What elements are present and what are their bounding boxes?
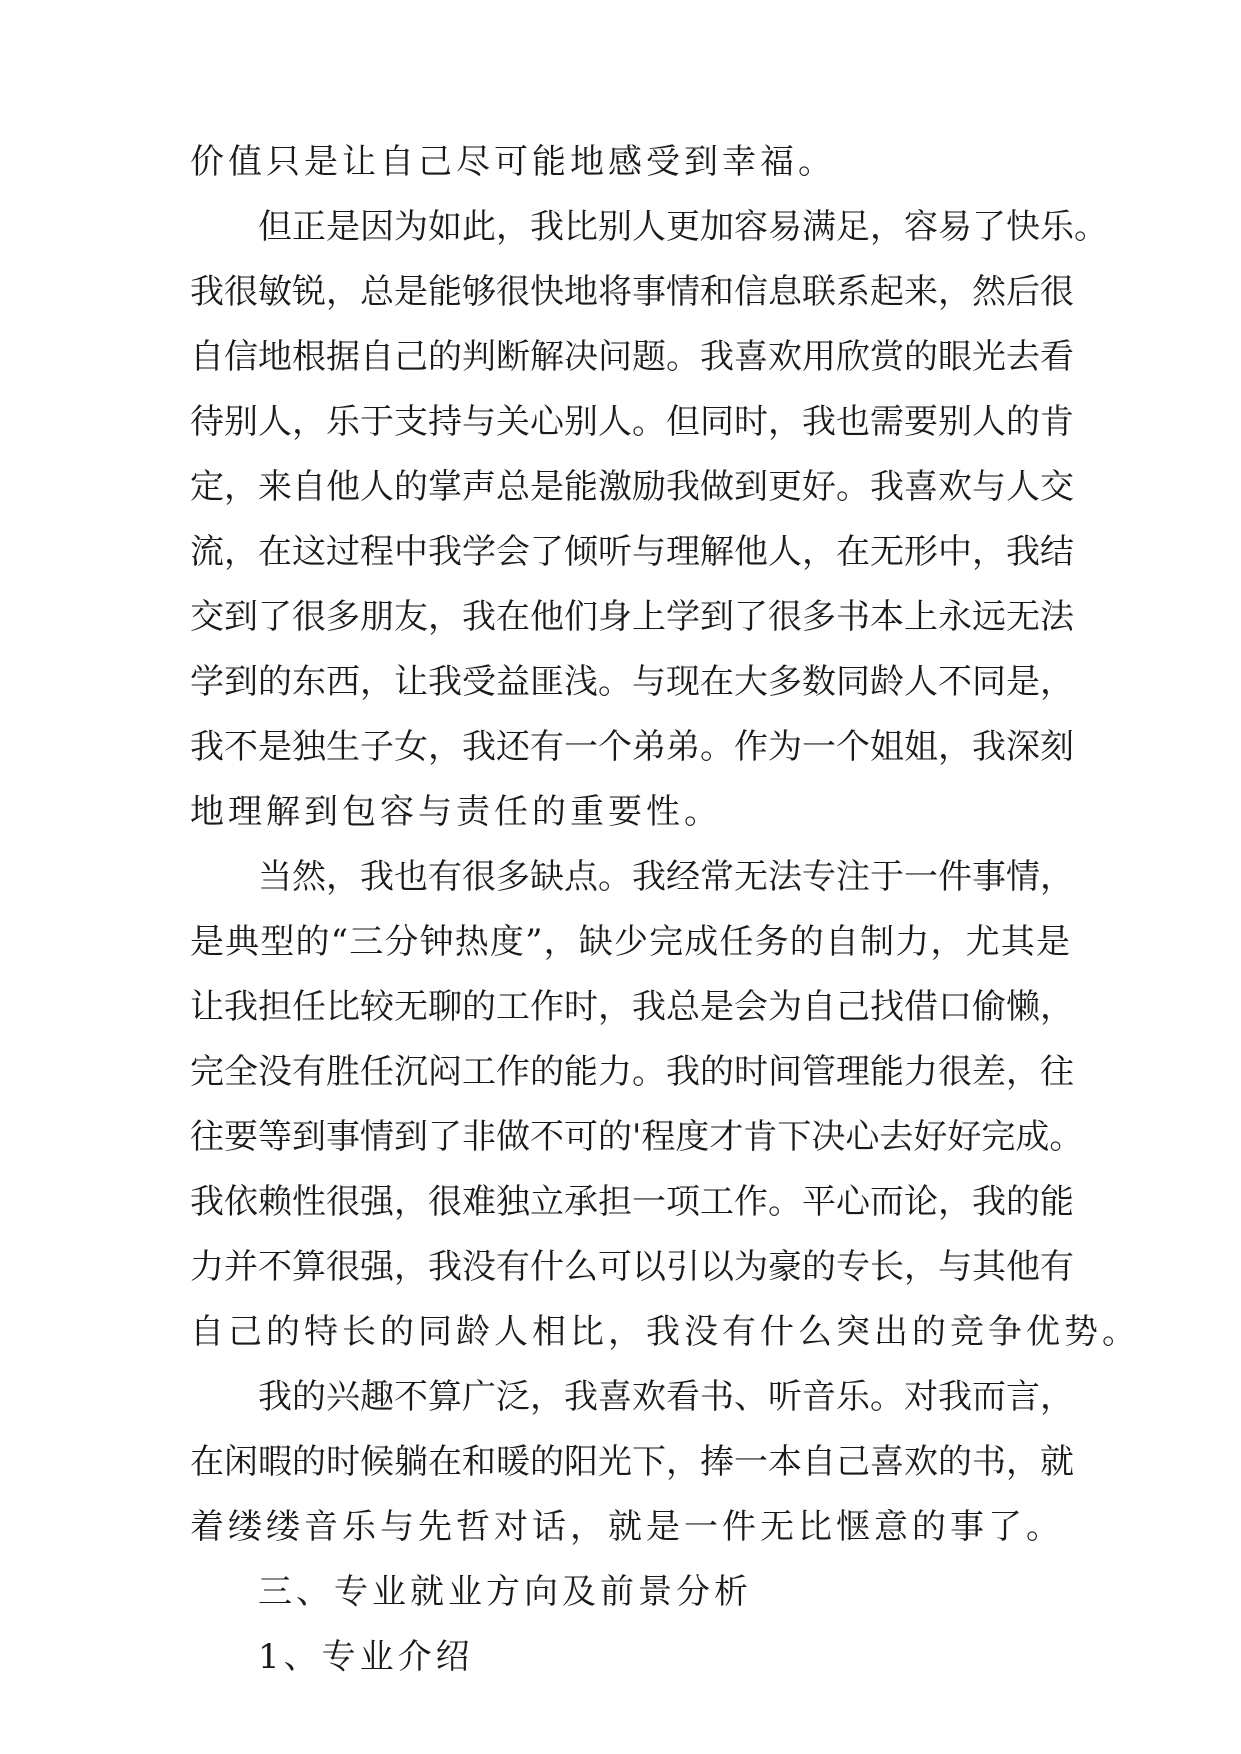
text-line: 我不是独生子女，我还有一个弟弟。作为一个姐姐，我深刻 [190,727,1074,767]
text-line: 流，在这过程中我学会了倾听与理解他人，在无形中，我结 [190,532,1074,572]
paragraph-first-line: 但正是因为如此，我比别人更加容易满足，容易了快乐。 [258,207,1108,247]
text-line: 我很敏锐，总是能够很快地将事情和信息联系起来，然后很 [190,272,1074,312]
text-line: 往要等到事情到了非做不可的'程度才肯下决心去好好完成。 [190,1117,1084,1157]
text-line: 力并不算很强，我没有什么可以引以为豪的专长，与其他有 [190,1247,1074,1287]
text-line: 价值只是让自己尽可能地感受到幸福。 [190,142,836,182]
subsection-heading: 1、专业介绍 [258,1637,474,1677]
text-line: 学到的东西，让我受益匪浅。与现在大多数同龄人不同是， [190,662,1074,702]
paragraph-first-line: 我的兴趣不算广泛，我喜欢看书、听音乐。对我而言， [258,1377,1074,1417]
text-line: 在闲暇的时候躺在和暖的阳光下，捧一本自己喜欢的书，就 [190,1442,1074,1482]
text-line: 我依赖性很强，很难独立承担一项工作。平心而论，我的能 [190,1182,1074,1222]
text-line: 自己的特长的同龄人相比，我没有什么突出的竞争优势。 [190,1312,1140,1352]
text-line: 交到了很多朋友，我在他们身上学到了很多书本上永远无法 [190,597,1074,637]
text-line: 是典型的“三分钟热度”，缺少完成任务的自制力，尤其是 [190,922,1070,962]
text-line: 着缕缕音乐与先哲对话，就是一件无比惬意的事了。 [190,1507,1064,1547]
text-line: 定，来自他人的掌声总是能激励我做到更好。我喜欢与人交 [190,467,1074,507]
text-line: 待别人，乐于支持与关心别人。但同时，我也需要别人的肯 [190,402,1074,442]
text-line: 自信地根据自己的判断解决问题。我喜欢用欣赏的眼光去看 [190,337,1074,377]
text-line: 完全没有胜任沉闷工作的能力。我的时间管理能力很差，往 [190,1052,1074,1092]
text-line: 让我担任比较无聊的工作时，我总是会为自己找借口偷懒， [190,987,1074,1027]
paragraph-first-line: 当然，我也有很多缺点。我经常无法专注于一件事情， [258,857,1074,897]
text-line: 地理解到包容与责任的重要性。 [190,792,722,832]
section-heading: 三、专业就业方向及前景分析 [258,1572,752,1612]
